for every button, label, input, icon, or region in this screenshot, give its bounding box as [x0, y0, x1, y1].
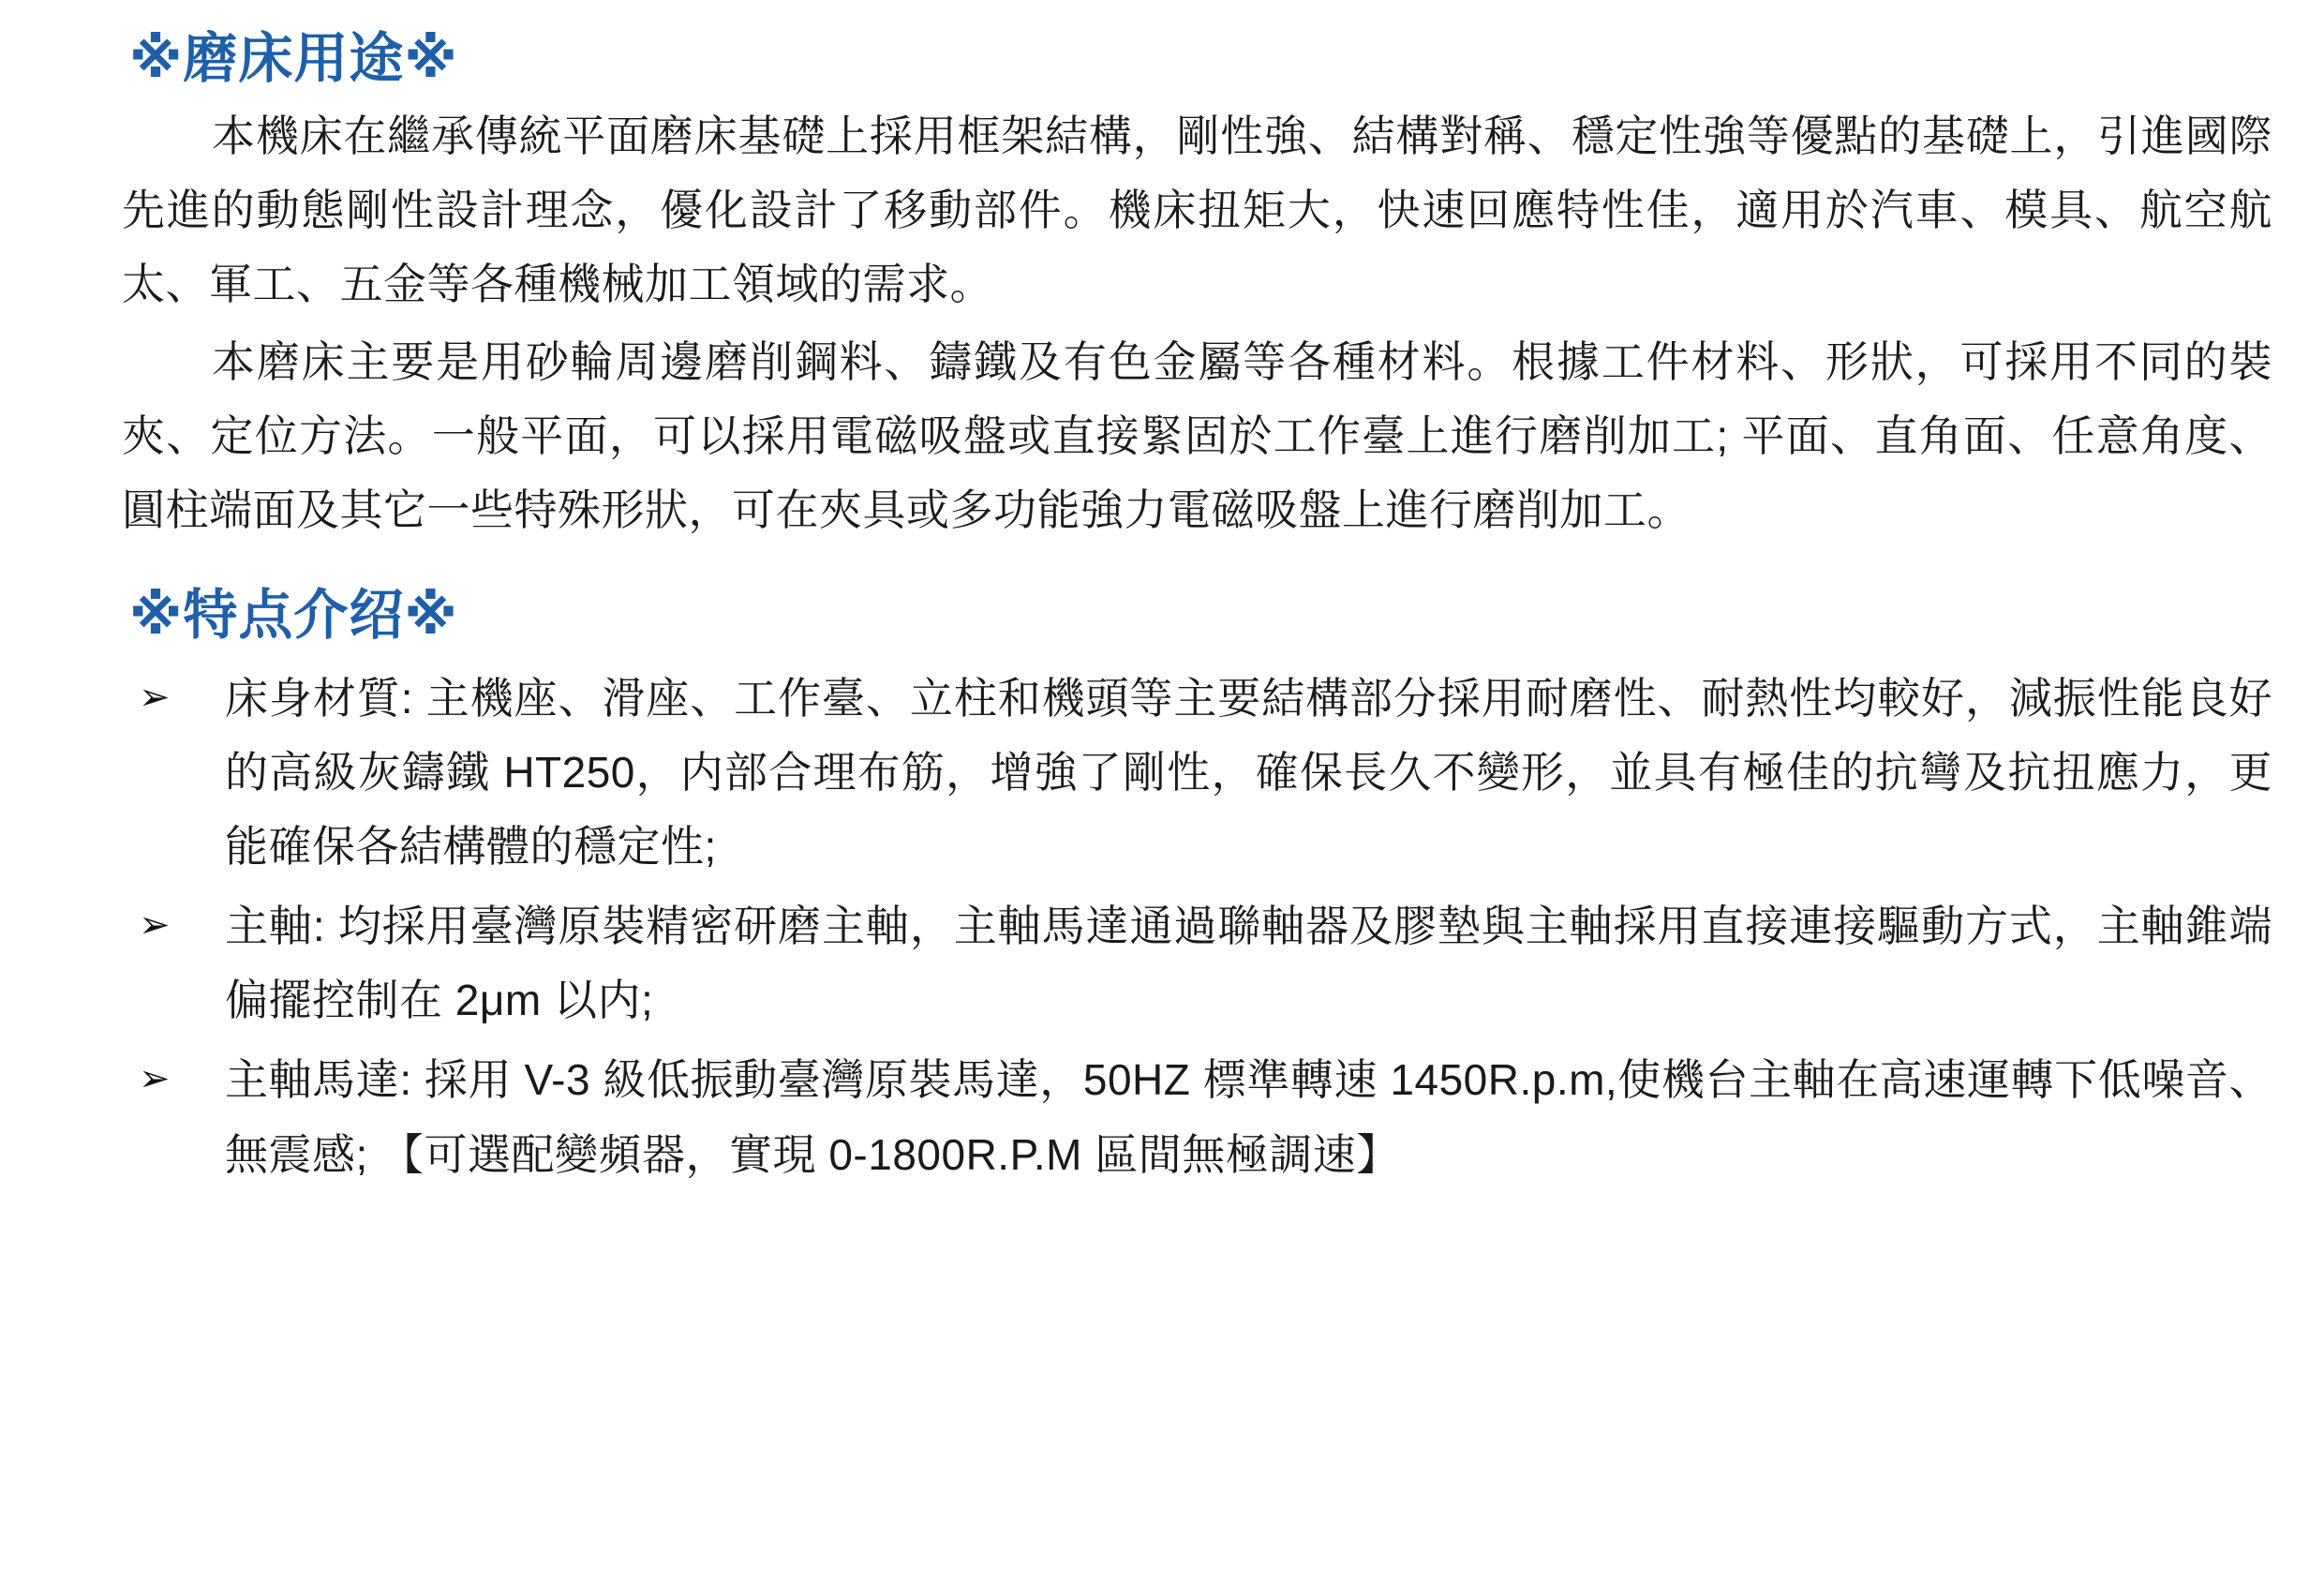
bullet-arrow-icon: ➢ — [139, 904, 171, 947]
paragraph-usage-1: 本機床在繼承傳統平面磨床基礎上採用框架結構，剛性強、結構對稱、穩定性強等優點的基礎上，引進國際先進的動態剛性設計理念，優化設計了移動部件。機床扭矩大，快速回應特性佳，適用於汽車、模具、航空航太、軍工、五金等各種機械加工領域的需求。 — [122, 111, 2272, 308]
list-item-text: 床身材質: 主機座、滑座、工作臺、立柱和機頭等主要結構部分採用耐磨性、耐熱性均較好，減振性能良好的高級灰鑄鐵 HT250，内部合理布筋，增強了剛性，確保長久不變形，並具有極佳的抗彎及抗扭應力，更能確保各結構體的穩定性; — [225, 673, 2272, 872]
section-heading-usage: ※磨床用途※ — [129, 28, 458, 89]
bullet-arrow-icon: ➢ — [139, 676, 171, 718]
list-item — [122, 1043, 2272, 1191]
paragraph-usage-2: 本磨床主要是用砂輪周邊磨削鋼料、鑄鐵及有色金屬等各種材料。根據工件材料、形狀，可採用不同的裝夾、定位方法。一般平面，可以採用電磁吸盤或直接緊固於工作臺上進行磨削加工; 平面、直角面、任意角度、圓柱端面及其它一些特殊形狀，可在夾具或多功能強力電磁吸盤上進行磨削加工。 — [122, 336, 2272, 535]
feature-list — [122, 662, 2272, 1192]
list-item-text: 主軸: 均採用臺灣原裝精密研磨主軸，主軸馬達通過聯軸器及膠墊與主軸採用直接連接驅動方式，主軸錐端偏擺控制在 2μm 以内; — [225, 902, 2272, 1025]
list-item — [122, 889, 2272, 1037]
list-item-text: 主軸馬達: 採用 V-3 級低振動臺灣原裝馬達，50HZ 標準轉速 1450R.p.m,使機台主軸在高速運轉下低噪音、無震感; 【可選配變頻器，實現 0-1800R.P.M 區間無極調速】 — [225, 1055, 2272, 1179]
section-heading-features: ※特点介绍※ — [129, 585, 458, 647]
list-item — [122, 662, 2272, 884]
bullet-arrow-icon: ➢ — [139, 1058, 171, 1100]
